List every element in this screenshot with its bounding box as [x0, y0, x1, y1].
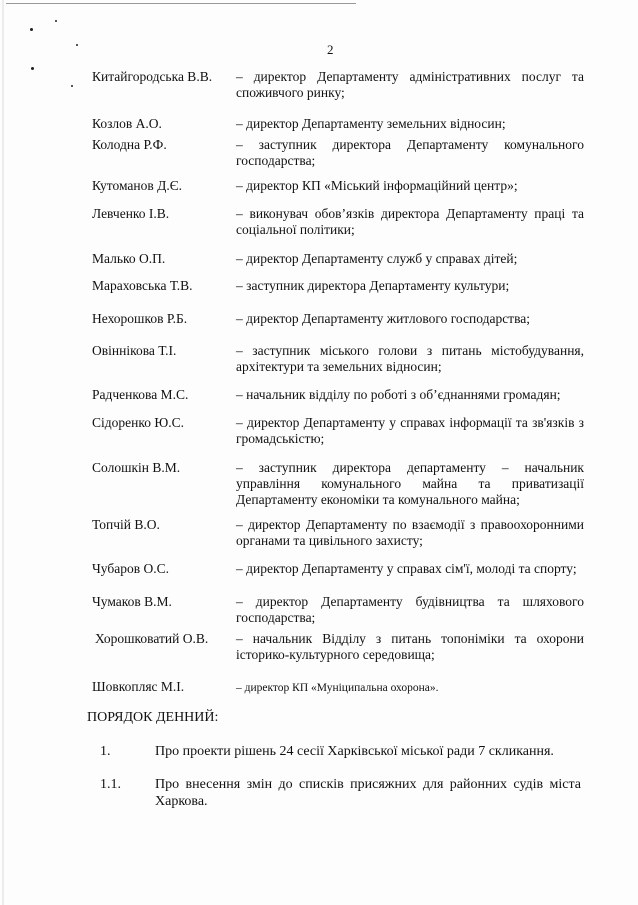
attendee-role: – заступник директора Департаменту культури; [236, 278, 510, 293]
scan-speck [76, 44, 78, 46]
attendee-role: – директор Департаменту по взаємодії з правоохоронними органами та цивільного захисту; [236, 517, 584, 548]
attendee-role: – заступник міського голови з питань містобудування, архітектури та земельних відносин; [236, 343, 584, 374]
attendee-role: – директор Департаменту будівництва та шляхового господарства; [236, 594, 584, 625]
attendee-role: – заступник директора Департаменту комунального господарства; [236, 137, 584, 168]
agenda-item-number: 1.1. [100, 777, 121, 792]
attendee-role: – виконувач обов’язків директора Департаменту праці та соціальної політики; [236, 206, 584, 237]
page-number: 2 [327, 42, 334, 57]
attendee-name: Радченкова М.С. [92, 387, 189, 402]
attendee-name: Козлов А.О. [92, 116, 162, 131]
scan-edge-line [6, 3, 356, 4]
attendee-role: – директор Департаменту служб у справах дітей; [236, 251, 518, 266]
attendee-name: Чумаков В.М. [92, 594, 172, 609]
scan-speck [55, 20, 57, 22]
attendee-role: – заступник директора департаменту – начальник управління комунального майна та приватизації Департаменту економіки та комунального майна; [236, 460, 584, 507]
attendee-name: Солошкін В.М. [92, 460, 181, 475]
attendee-name: Шовкопляс М.І. [92, 679, 185, 694]
attendee-name: Сідоренко Ю.С. [92, 415, 184, 430]
attendee-name: Колодна Р.Ф. [92, 137, 167, 152]
attendee-role: – директор Департаменту у справах інформації та зв'язків з громадськістю; [236, 415, 584, 446]
attendee-role: – директор КП «Міський інформаційний центр»; [236, 178, 518, 193]
scan-speck [30, 28, 33, 31]
attendee-role: – директор Департаменту земельних відносин; [236, 116, 506, 131]
agenda-item-text: Про внесення змін до списків присяжних для районних судів міста Харкова. [155, 777, 581, 809]
attendee-name: Кутоманов Д.Є. [92, 178, 182, 193]
attendee-role: – начальник відділу по роботі з об’єднаннями громадян; [236, 387, 561, 402]
agenda-item-text: Про проекти рішень 24 сесії Харківської міської ради 7 скликання. [155, 744, 554, 759]
scan-speck [71, 85, 73, 87]
agenda-item-number: 1. [100, 744, 111, 759]
attendee-name: Нехорошков Р.Б. [92, 311, 188, 326]
attendee-role: – директор КП «Муніципальна охорона». [236, 682, 439, 694]
attendee-name: Мараховська Т.В. [92, 278, 193, 293]
attendee-name: Малько О.П. [92, 251, 166, 266]
attendee-name: Хорошковатий О.В. [95, 631, 209, 646]
attendee-name: Овіннікова Т.І. [92, 343, 177, 358]
scan-speck [31, 67, 34, 70]
attendee-role: – директор Департаменту житлового господарства; [236, 311, 531, 326]
attendee-role: – директор Департаменту адміністративних послуг та споживчого ринку; [236, 69, 584, 100]
scan-left-edge [2, 0, 4, 905]
attendee-name: Топчій В.О. [92, 517, 160, 532]
attendee-name: Чубаров О.С. [92, 561, 169, 576]
attendee-name: Левченко І.В. [92, 206, 170, 221]
agenda-heading: ПОРЯДОК ДЕННИЙ: [87, 710, 219, 725]
attendee-name: Китайгородська В.В. [92, 69, 213, 84]
attendee-role: – начальник Відділу з питань топоніміки та охорони історико-культурного середовища; [236, 631, 584, 662]
attendee-role: – директор Департаменту у справах сім'ї, молоді та спорту; [236, 561, 577, 576]
